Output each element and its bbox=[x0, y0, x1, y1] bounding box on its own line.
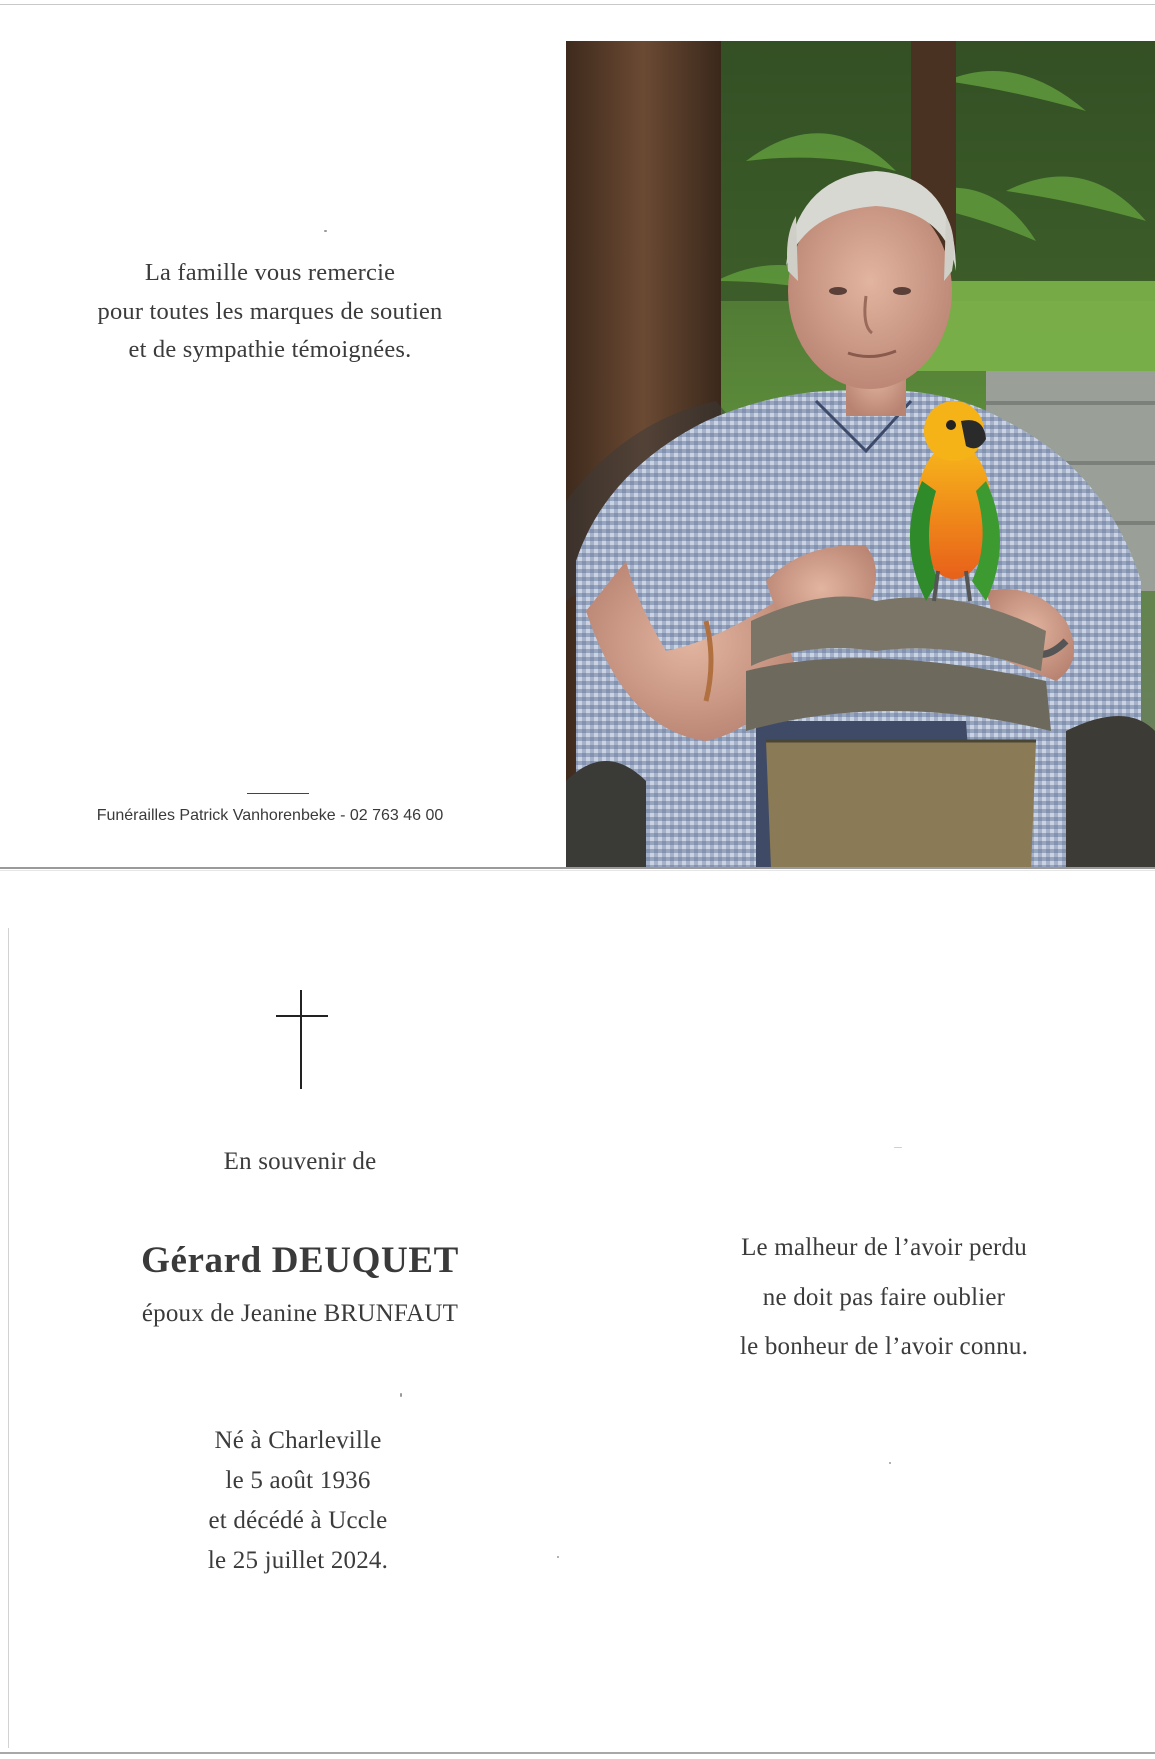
thanks-line: La famille vous remercie bbox=[144, 259, 396, 286]
memorial-photo bbox=[566, 41, 1155, 869]
memorial-quote bbox=[634, 1223, 1134, 1372]
quote-line: le bonheur de l’avoir connu. bbox=[739, 1333, 1029, 1360]
print-speck bbox=[894, 1147, 902, 1148]
birth-line: Né à Charleville bbox=[214, 1427, 382, 1454]
print-speck bbox=[400, 1393, 402, 1397]
quote-line: ne doit pas faire oublier bbox=[762, 1283, 1006, 1311]
card-fold-shadow bbox=[0, 870, 1155, 871]
cross-icon bbox=[276, 990, 328, 1090]
card-top-edge bbox=[0, 4, 1155, 5]
spouse-line: époux de Jeanine BRUNFAUT bbox=[141, 1300, 459, 1327]
divider-rule bbox=[247, 793, 309, 794]
card-fold-edge bbox=[0, 867, 1155, 869]
souvenir-heading: En souvenir de bbox=[223, 1148, 377, 1175]
deceased-name bbox=[60, 1239, 540, 1282]
quote-line: Le malheur de l’avoir perdu bbox=[741, 1234, 1027, 1261]
card-left-edge bbox=[8, 928, 9, 1748]
death-line: et décédé à Uccle bbox=[208, 1507, 388, 1534]
print-speck bbox=[557, 1556, 559, 1558]
funeral-home-text: Funérailles Patrick Vanhorenbeke - 02 763 46 00 bbox=[96, 807, 444, 824]
print-speck bbox=[889, 1462, 891, 1464]
print-speck bbox=[324, 230, 327, 232]
first-name: Gérard bbox=[141, 1240, 262, 1281]
death-line: le 25 juillet 2024. bbox=[207, 1547, 389, 1574]
card-bottom-edge bbox=[0, 1752, 1155, 1754]
thanks-message bbox=[20, 254, 520, 370]
thanks-line: pour toutes les marques de soutien bbox=[97, 297, 443, 325]
thanks-line: et de sympathie témoignées. bbox=[128, 336, 412, 363]
birth-death-details bbox=[98, 1421, 498, 1581]
last-name: DEUQUET bbox=[271, 1240, 459, 1281]
birth-line: le 5 août 1936 bbox=[225, 1467, 371, 1494]
